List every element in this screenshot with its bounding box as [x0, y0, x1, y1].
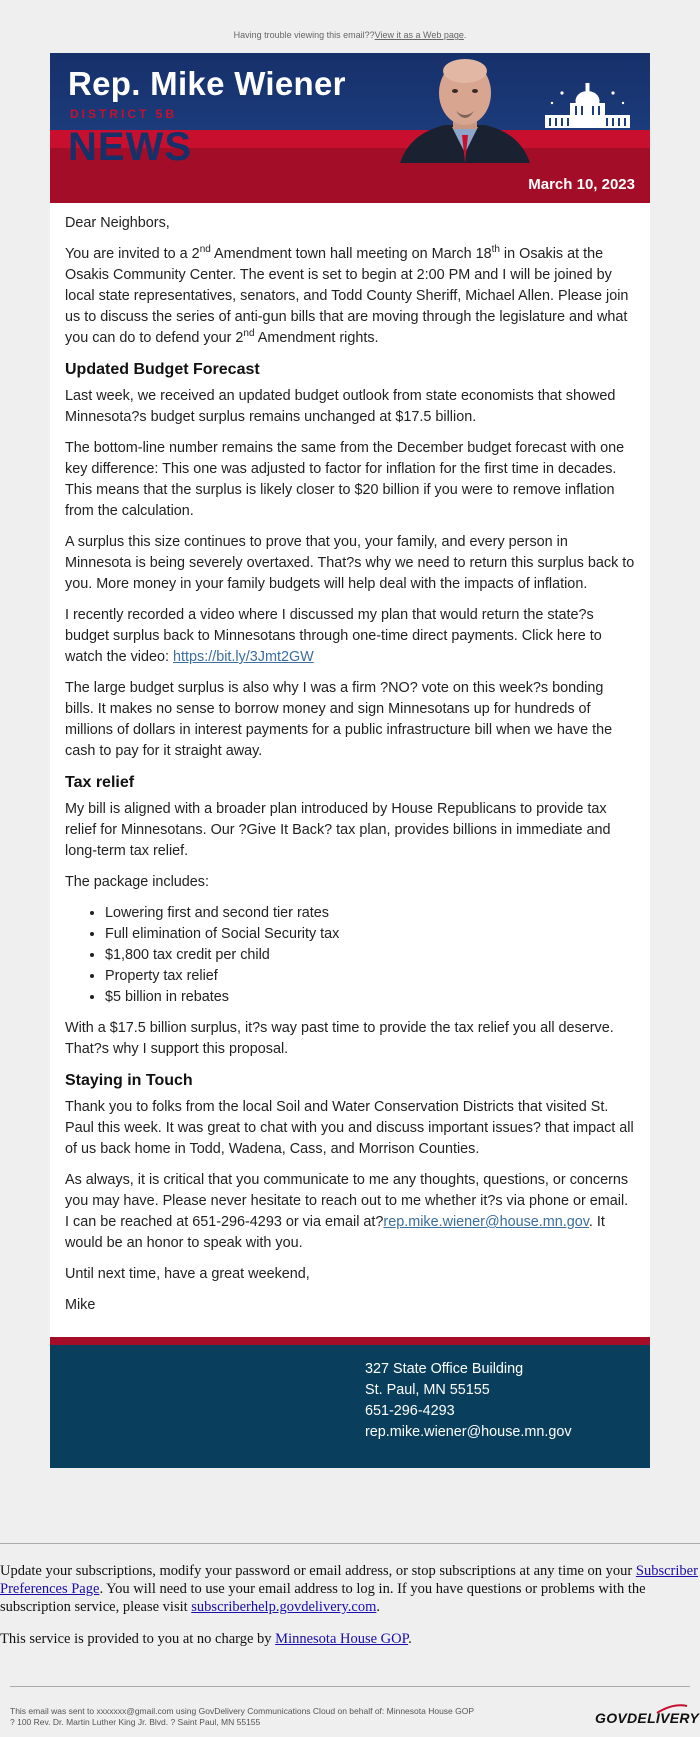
divider: [10, 1686, 690, 1687]
office-address: [365, 1359, 572, 1443]
district-label: DISTRICT 5B: [70, 107, 178, 121]
address-line: 327 State Office Building: [365, 1361, 524, 1377]
budget-heading: Updated Budget Forecast: [65, 361, 260, 378]
tax-package-list: [65, 903, 635, 1008]
touch-paragraph: Thank you to folks from the local Soil and Water Conservation Districts that visited St. Paul this week. It was great to chat with you and discuss important issues? that impact all of us back home in Todd, Wadena, Cass, and Morrison Counties.: [65, 1099, 634, 1157]
minnesota-house-gop-link[interactable]: Minnesota House GOP: [275, 1631, 409, 1647]
view-as-web-page-link[interactable]: View it as a Web page: [374, 30, 464, 40]
header-banner: [50, 53, 650, 203]
list-item: • $5 billion in rebates: [105, 987, 635, 1008]
subscription-paragraph: Update your subscriptions, modify your password or email address, or stop subscriptions at any time on your Subscriber Preferences Page. You will need to use your email address to log in. If you have questions or problems with the subscription service, please visit subscriberhelp.govdelivery.com.: [0, 1563, 698, 1615]
subscriber-help-link[interactable]: subscriberhelp.govdelivery.com: [191, 1599, 377, 1615]
newsletter-date: March 10, 2023: [528, 176, 635, 193]
intro-paragraph: You are invited to a 2nd Amendment town hall meeting on March 18th in Osakis at the Osakis Community Center. The event is set to begin at 2:00 PM and I will be joined by local state representatives, senators, and Todd County Sheriff, Michael Allen. Please join us to discuss the series of anti-gun bills that are moving through the legislature and what you can do to defend your 2nd Amendment rights.: [65, 244, 629, 346]
greeting: Dear Neighbors,: [65, 215, 170, 231]
preheader: Having trouble viewing this email??View it as a Web page.: [233, 30, 467, 40]
provider-paragraph: This service is provided to you at no charge by Minnesota House GOP.: [0, 1631, 412, 1647]
legal-footer-text: This email was sent to xxxxxxx@gmail.com using GovDelivery Communications Cloud on behalf of: Minnesota House GOP ? 100 Rev. Dr. Martin Luther King Jr. Blvd. ? Saint Paul, MN 55155: [10, 1706, 474, 1727]
portrait-photo: [390, 53, 540, 163]
closing: Until next time, have a great weekend,: [65, 1266, 310, 1282]
tax-paragraph: The package includes:: [65, 874, 209, 890]
budget-paragraph: Last week, we received an updated budget outlook from state economists that showed Minnesota?s budget surplus remains unchanged at $17.5 billion.: [65, 388, 616, 425]
representative-name: Rep. Mike Wiener: [68, 65, 346, 102]
email-link[interactable]: rep.mike.wiener@house.mn.gov: [383, 1214, 589, 1230]
signature: Mike: [65, 1297, 96, 1313]
newsletter-body: [50, 203, 650, 1337]
budget-video-paragraph: I recently recorded a video where I discussed my plan that would return the state?s budget surplus back to Minnesotans through one-time direct payments. Click here to watch the video: https://bit.ly/3Jmt2GW: [65, 607, 602, 665]
video-link[interactable]: https://bit.ly/3Jmt2GW: [173, 649, 314, 665]
footer-red-band: [50, 1337, 650, 1345]
footer-phone: 651-296-4293: [365, 1403, 455, 1419]
tax-paragraph: My bill is aligned with a broader plan introduced by House Republicans to provide tax relief for Minnesotans. Our ?Give It Back? tax plan, provides billions in immediate and long-term tax relief.: [65, 801, 611, 859]
budget-paragraph: A surplus this size continues to prove that you, your family, and every person in Minnesota is being severely overtaxed. That?s why we need to return this surplus back to you. More money in your family budgets will help deal with the impacts of inflation.: [65, 534, 635, 592]
divider: [0, 1543, 700, 1544]
list-item: • Property tax relief: [105, 966, 635, 987]
list-item: • Full elimination of Social Security tax: [105, 924, 635, 945]
tax-paragraph: With a $17.5 billion surplus, it?s way past time to provide the tax relief you all deserve. That?s why I support this proposal.: [65, 1020, 614, 1057]
budget-paragraph: The large budget surplus is also why I was a firm ?NO? vote on this week?s bonding bills. It makes no sense to borrow money and sign Minnesotans up for hundreds of millions of dollars in interest payments for a public infrastructure bill when we have the cash to pay for it straight away.: [65, 680, 613, 759]
staying-in-touch-heading: Staying in Touch: [65, 1072, 193, 1089]
swoosh-icon: [655, 1703, 689, 1715]
address-line: St. Paul, MN 55155: [365, 1382, 490, 1398]
footer-email: rep.mike.wiener@house.mn.gov: [365, 1424, 572, 1440]
subscription-notice: [0, 1562, 700, 1662]
budget-paragraph: The bottom-line number remains the same from the December budget forecast with one key difference: This one was adjusted to factor for inflation for the first time in decades. This means that the surplus is likely closer to $20 billion if you were to remove inflation from the calculation.: [65, 440, 625, 519]
contact-paragraph: As always, it is critical that you communicate to me any thoughts, questions, or concerns you may have. Please never hesitate to reach out to me whether it?s via phone or email. I can be reached at 651-296-4293 or via email at?rep.mike.wiener@house.mn.gov. It would be an honor to speak with you.: [65, 1172, 629, 1251]
contact-footer: [50, 1345, 650, 1468]
tax-relief-heading: Tax relief: [65, 774, 135, 791]
capitol-building-icon: [540, 75, 635, 130]
subscriber-preferences-link[interactable]: Subscriber Preferences Page: [0, 1563, 698, 1597]
list-item: • Lowering first and second tier rates: [105, 903, 635, 924]
list-item: • $1,800 tax credit per child: [105, 945, 635, 966]
preheader-text: Having trouble viewing this email??: [233, 30, 375, 40]
news-title: NEWS: [68, 125, 192, 169]
govdelivery-logo[interactable]: GOVDELIVERY: [595, 1710, 699, 1726]
email-container: [50, 53, 650, 1468]
